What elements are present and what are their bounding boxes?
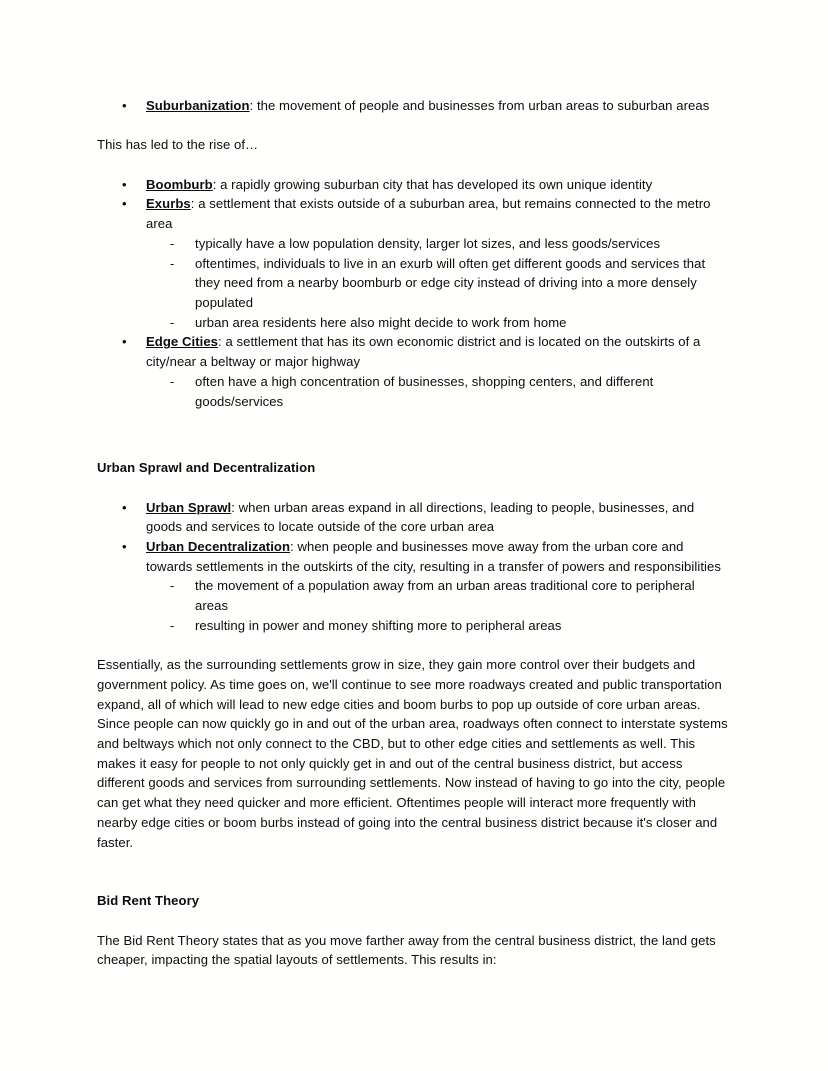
term-definition: : a settlement that exists outside of a suburban area, but remains connected to the metro area [146, 196, 711, 232]
dash-marker-icon: - [170, 255, 175, 271]
spacer [97, 116, 731, 136]
dash-marker-icon: - [170, 373, 175, 389]
spacer [97, 636, 731, 656]
sub-list-item-text: the movement of a population away from an urban areas traditional core to peripheral areas [195, 578, 695, 614]
term-label: Exurbs [146, 196, 191, 212]
dash-marker-icon: - [170, 617, 175, 633]
sub-bullet-list [146, 576, 731, 635]
term-label: Suburbanization [146, 98, 250, 113]
spacer [97, 852, 731, 891]
term-label: Edge Cities [146, 334, 219, 350]
bullet-marker-icon: • [122, 334, 127, 350]
spacer [97, 478, 731, 498]
sub-list-item-text: urban area residents here also might decide to work from home [195, 314, 567, 330]
document-body [97, 96, 731, 970]
term-definition: : when urban areas expand in all directions, leading to people, businesses, and goods and services to locate outside of the core urban area [146, 499, 695, 535]
lead-in-paragraph: This has led to the rise of… [97, 137, 259, 153]
sub-list-item [146, 372, 731, 411]
dash-marker-icon: - [170, 314, 175, 330]
term-label: Boomburb [146, 176, 213, 192]
sub-list-item [146, 254, 731, 313]
sub-list-item-text: resulting in power and money shifting more to peripheral areas [195, 617, 562, 633]
section-heading-urban-sprawl: Urban Sprawl and Decentralization [97, 460, 316, 476]
bullet-marker-icon: • [122, 196, 127, 212]
sub-list-item [146, 616, 731, 636]
section-heading-bid-rent-theory: Bid Rent Theory [97, 893, 200, 909]
bullet-list-urban-sprawl [97, 498, 731, 636]
sub-list-item-text: typically have a low population density, larger lot sizes, and less goods/services [195, 235, 661, 251]
sub-bullet-list [146, 372, 731, 411]
term-definition: : a rapidly growing suburban city that has developed its own unique identity [212, 176, 653, 192]
sub-list-item [146, 313, 731, 333]
body-paragraph-bid-rent-theory: The Bid Rent Theory states that as you move farther away from the central business district, the land gets cheaper, impacting the spatial layouts of settlements. This results in: [97, 932, 716, 968]
list-item [97, 194, 731, 332]
spacer [97, 911, 731, 931]
list-item [97, 175, 731, 195]
bullet-marker-icon: • [122, 176, 127, 192]
term-definition: : a settlement that has its own economic district and is located on the outskirts of a city/near a beltway or major highway [146, 334, 701, 370]
list-item [97, 332, 731, 411]
bullet-marker-icon: • [122, 499, 127, 515]
term-label: Urban Sprawl [146, 499, 232, 515]
bullet-marker-icon: • [122, 539, 127, 555]
spacer [97, 411, 731, 458]
sub-list-item [146, 234, 731, 254]
bullet-list-suburbanization [97, 96, 731, 116]
dash-marker-icon: - [170, 235, 175, 251]
dash-marker-icon: - [170, 578, 175, 594]
bullet-marker-icon: • [122, 98, 127, 113]
body-paragraph-urban-sprawl: Essentially, as the surrounding settlements grow in size, they gain more control over their budgets and government policy. As time goes on, we'll continue to see more roadways created and public transportation expand, all of which will lead to new edge cities and boom burbs to pop up outside of core urban areas. Since people can now quickly go in and out of the urban area, roadways often connect to interstate systems and beltways which not only connect to the CBD, but to other edge cities and settlements as well. This makes it easy for people to not only quickly get in and out of the central business district, but access different goods and services from surrounding settlements. Now instead of having to go into the city, people can get what they need quicker and more efficient. Oftentimes people will interact more frequently with nearby edge cities or boom burbs instead of going into the central business district because it's closer and faster. [97, 657, 728, 850]
list-item [97, 498, 731, 537]
sub-list-item-text: often have a high concentration of businesses, shopping centers, and different goods/services [195, 373, 654, 409]
sub-list-item [146, 576, 731, 615]
list-item [97, 96, 731, 116]
sub-bullet-list [146, 234, 731, 333]
sub-list-item-text: oftentimes, individuals to live in an exurb will often get different goods and services that they need from a nearby boomburb or edge city instead of driving into a more densely populated [195, 255, 706, 310]
list-item [97, 537, 731, 636]
term-definition: : the movement of people and businesses from urban areas to suburban areas [249, 98, 710, 113]
spacer [97, 155, 731, 175]
bullet-list-settlement-types [97, 175, 731, 411]
term-definition: : when people and businesses move away from the urban core and towards settlements in the outskirts of the city, resulting in a transfer of powers and responsibilities [146, 539, 721, 574]
term-label: Urban Decentralization [146, 539, 291, 555]
